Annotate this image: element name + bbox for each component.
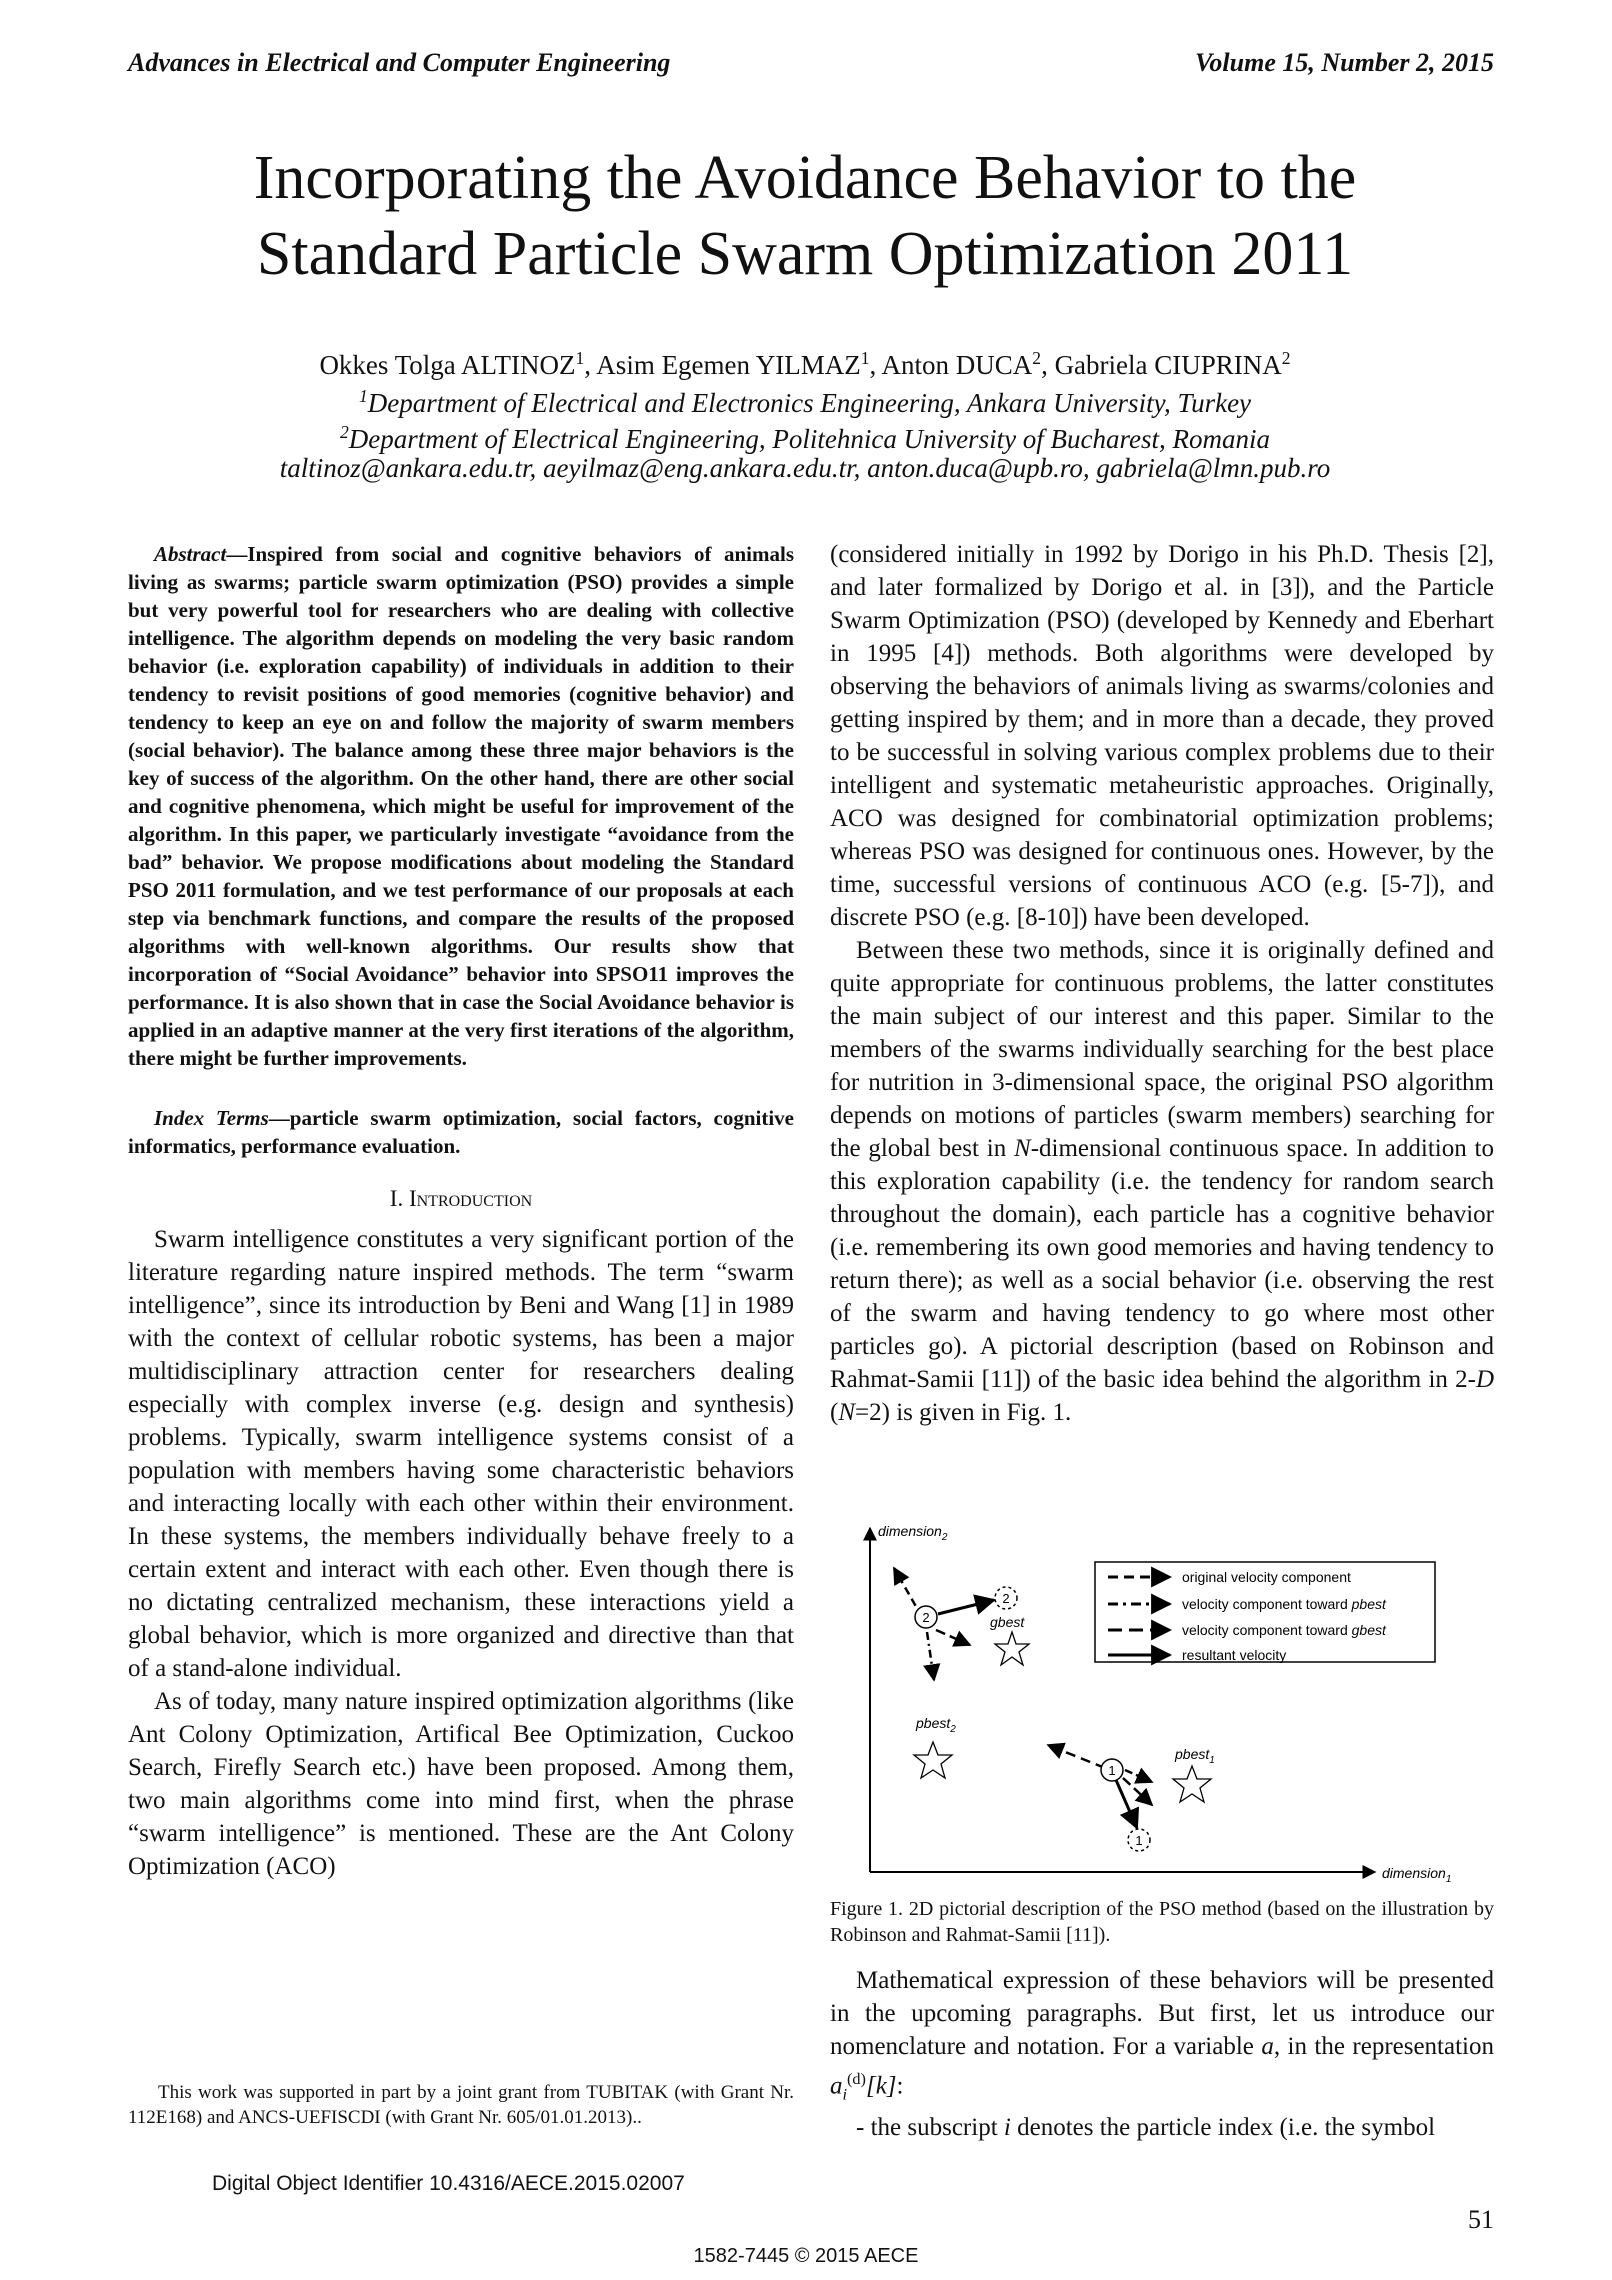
gbest-label: gbest	[990, 1614, 1025, 1630]
right-column-top	[830, 538, 1494, 1429]
abstract-label: Abstract	[154, 542, 227, 566]
p2-toward-gbest	[936, 1630, 970, 1645]
author-name: , Asim Egemen YILMAZ	[584, 350, 861, 380]
svg-text:1: 1	[1135, 1833, 1143, 1848]
journal-name: Advances in Electrical and Computer Engineering	[128, 48, 671, 77]
legend-original-velocity: original velocity component	[1182, 1569, 1351, 1585]
affiliation-2: $^2$Department of Electrical Engineering, Politehnica University of Bucharest, Romania	[339, 422, 1271, 454]
legend-toward-gbest: velocity component toward gbest	[1182, 1622, 1386, 1638]
funding-footnote: This work was supported in part by a joint grant from TUBITAK (with Grant Nr. 112E168) and ANCS-UEFISCDI (with Grant Nr. 605/01.01.2013)..	[128, 2082, 794, 2128]
intro-paragraph-2: As of today, many nature inspired optimization algorithms (like Ant Colony Optimization, Artifical Bee Optimization, Cuckoo Search, Firefly Search etc.) have been proposed. Among them, two main algorithms come into mind first, when the phrase “swarm intelligence” is mentioned. These are the Ant Colony Optimization (ACO)	[128, 1688, 794, 1880]
author-name: , Gabriela CIUPRINA	[1041, 350, 1282, 380]
svg-text:2: 2	[1002, 1591, 1010, 1606]
p1-resultant-velocity	[1116, 1780, 1137, 1828]
index-terms	[128, 1104, 794, 1160]
figure-1-pso-diagram	[830, 1520, 1494, 1890]
intro-paragraph-3: (considered initially in 1992 by Dorigo in his Ph.D. Thesis [2], and later formalized by Dorigo et al. in [3]), and the Particle Swarm Optimization (PSO) (developed by Kennedy and Eberhart in 1995 [4]) methods. Both algorithms were developed by observing the behaviors of animals living as swarms/colonies and getting inspired by them; and in more than a decade, they proved to be successful in solving various complex problems due to their intelligent and systematic metaheuristic approaches. Originally, ACO was designed for combinatorial optimization problems; whereas PSO was designed for continuous ones. However, by the time, successful versions of continuous ACO (e.g. [5-7]), and discrete PSO (e.g. [8-10]) have been developed.	[830, 541, 1494, 931]
p2-toward-pbest	[927, 1632, 934, 1680]
author-name: Okkes Tolga ALTINOZ	[319, 350, 576, 380]
notation-paragraph: Mathematical expression of these behaviors will be presented in the upcoming paragraphs. But first, let us introduce our nomenclature and notation. For a variable a, in the representation $a_i^{(d)}[k]$:	[830, 1967, 1494, 2104]
x-axis-label: dimension$_1$	[1382, 1865, 1452, 1885]
volume-info: Volume 15, Number 2, 2015	[1194, 48, 1494, 77]
title-line-2: Standard Particle Swarm Optimization 2011	[256, 220, 1354, 288]
author-name: , Anton DUCA	[869, 350, 1033, 380]
abstract-text: —Inspired from social and cognitive behaviors of animals living as swarms; particle swarm optimization (PSO) provides a simple but very powerful tool for researchers who are dealing with collective intelligence. The algorithm depends on modeling the very basic random behavior (i.e. exploration capability) of individuals in addition to their tendency to revisit positions of good memories (cognitive behavior) and tendency to keep an eye on and follow the majority of swarm members (social behavior). The balance among these three major behaviors is the key of success of the algorithm. On the other hand, there are other social and cognitive phenomena, which might be useful for improvement of the algorithm. In this paper, we particularly investigate “avoidance from the bad” behavior. We propose modifications about modeling the Standard PSO 2011 formulation, and we test performance of our proposals at each step via benchmark functions, and compare the results of the proposed algorithms with well-known algorithms. Our results show that incorporation of “Social Avoidance” behavior into SPSO11 improves the performance. It is also shown that in case the Social Avoidance behavior is applied in an adaptive manner at the very first iterations of the algorithm, there might be further improvements.	[128, 542, 794, 1070]
section-heading: I. Introduction	[389, 1186, 533, 1211]
author-list: Okkes Tolga ALTINOZ$^1$, Asim Egemen YILMAZ$^1$, Anton DUCA$^2$, Gabriela CIUPRINA$^2$	[319, 348, 1291, 380]
pbest1-star-icon	[1173, 1766, 1211, 1802]
author-emails: taltinoz@ankara.edu.tr, aeyilmaz@eng.ankara.edu.tr, anton.duca@upb.ro, gabriela@lmn.pub.ro	[279, 453, 1331, 483]
gbest-star-icon	[995, 1632, 1029, 1665]
p2-resultant-velocity	[938, 1600, 994, 1614]
p1-toward-pbest	[1125, 1770, 1152, 1782]
legend-resultant-velocity: resultant velocity	[1182, 1647, 1287, 1663]
affiliation-1: $^1$Department of Electrical and Electronics Engineering, Ankara University, Turkey	[358, 386, 1252, 418]
issn-copyright: 1582-7445 © 2015 AECE	[693, 2245, 919, 2267]
y-axis-label: dimension$_2$	[878, 1523, 948, 1543]
intro-paragraph-1: Swarm intelligence constitutes a very significant portion of the literature regarding nature inspired methods. The term “swarm intelligence”, since its introduction by Beni and Wang [1] in 1989 with the context of cellular robotic systems, has been a major multidisciplinary attraction center for researchers dealing especially with complex inverse (e.g. design and synthesis) problems. Typically, swarm intelligence systems consist of a population with members having some characteristic behaviors and interacting locally with each other within their environment. In these systems, the members individually behave freely to a certain extent and interact with each other. Even though there is no dictating centralized mechanism, these interactions yield a global behavior, which is more organized and directive than that of a stand-alone individual.	[128, 1226, 794, 1682]
pbest1-label: pbest$_1$	[1175, 1746, 1215, 1766]
title-line-1: Incorporating the Avoidance Behavior to the	[253, 144, 1357, 212]
paper-title	[150, 140, 1460, 292]
pbest2-star-icon	[914, 1742, 952, 1778]
right-column-bottom	[830, 1964, 1494, 2144]
intro-paragraph-4: Between these two methods, since it is originally defined and quite appropriate for continuous problems, the latter constitutes the main subject of our interest and this paper. Similar to the members of the swarms individually searching for the best place for nutrition in 3-dimensional space, the original PSO algorithm depends on motions of particles (swarm members) searching for the global best in N-dimensional continuous space. In addition to this exploration capability (i.e. the tendency for random search throughout the domain), each particle has a cognitive behavior (i.e. remembering its own good memories and having tendency to return there); as well as a social behavior (i.e. observing the rest of the swarm and having tendency to go where most other particles go). A pictorial description (based on Robinson and Rahmat-Samii [11]) of the basic idea behind the algorithm in 2-D (N=2) is given in Fig. 1.	[830, 937, 1495, 1426]
left-column	[128, 540, 794, 1883]
doi: Digital Object Identifier 10.4316/AECE.2015.02007	[212, 2172, 685, 2195]
svg-text:2: 2	[922, 1610, 930, 1625]
abstract	[128, 540, 794, 1072]
p1-toward-gbest	[1123, 1778, 1152, 1805]
figure-1-caption: Figure 1. 2D pictorial description of the PSO method (based on the illustration by Robinson and Rahmat-Samii [11]).	[830, 1898, 1494, 1946]
p1-original-velocity	[1048, 1745, 1105, 1768]
notation-list-item: - the subscript i denotes the particle index (i.e. the symbol	[856, 2114, 1436, 2142]
page-number: 51	[1468, 2205, 1494, 2234]
pbest2-label: pbest$_2$	[916, 1715, 956, 1735]
legend-toward-pbest: velocity component toward pbest	[1182, 1596, 1386, 1612]
index-terms-label: Index Terms	[154, 1106, 269, 1130]
svg-text:1: 1	[1108, 1763, 1116, 1778]
index-terms-text: —particle swarm optimization, social factors, cognitive informatics, performance evaluation.	[128, 1106, 794, 1158]
